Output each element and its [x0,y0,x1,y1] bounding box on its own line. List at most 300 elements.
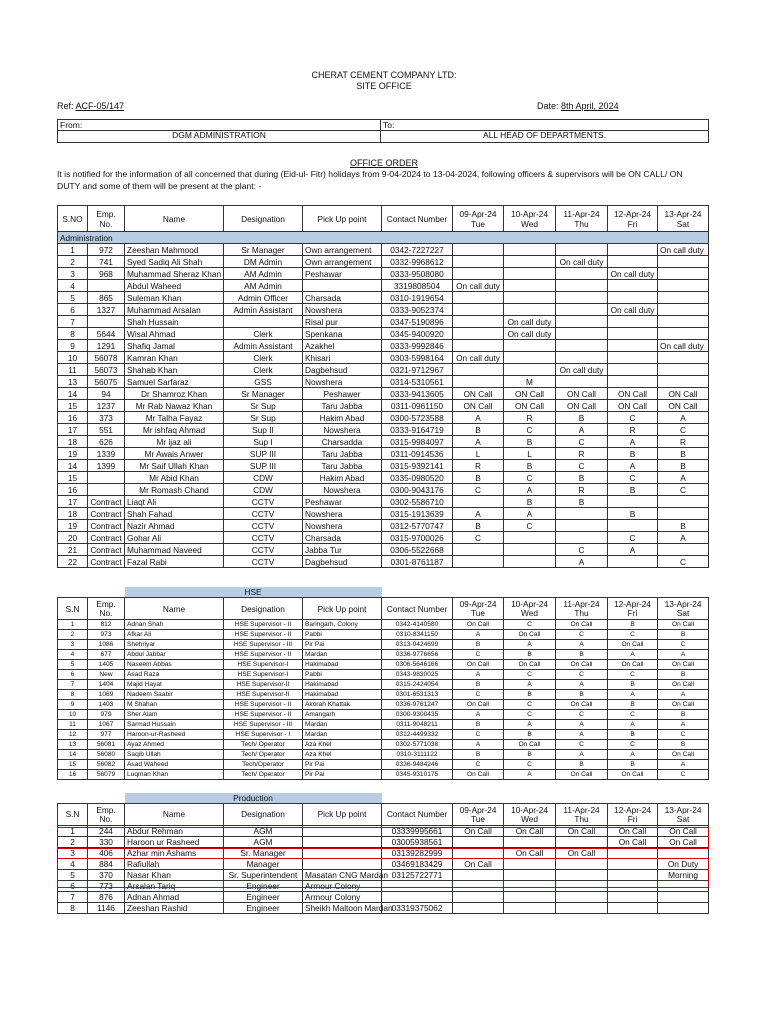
table-cell: C [504,620,556,630]
table-cell: On Call [608,826,658,837]
table-cell: AGM [224,837,303,848]
table-cell: Wisal Ahmad [125,328,224,340]
table-cell: B [608,700,658,710]
table-cell: Muhammad Naveed [125,544,224,556]
table-row [58,740,709,750]
section-label: Administration [58,232,709,244]
table-cell: Jabba Tur [303,544,382,556]
table-cell: Aza Khel [303,750,382,760]
table-cell: B [556,412,608,424]
table-cell: On Call [504,826,556,837]
table-row [58,660,709,670]
table-cell: 1405 [88,660,125,670]
table-cell: Mr Talha Fayaz [125,412,224,424]
table-cell: 0315-9392141 [382,460,453,472]
table-row [58,710,709,720]
table-cell: B [504,690,556,700]
ref-value: ACF-05/147 [75,101,125,111]
to-value: ALL HEAD OF DEPARTMENTS. [482,130,607,140]
table-cell: R [556,484,608,496]
table-row [58,304,709,316]
table-cell: 6 [58,670,88,680]
table-cell: 741 [88,256,125,268]
table-cell: Sr. Superintendent [224,870,303,881]
table-cell: 0314-5310561 [382,376,453,388]
table-cell: 1067 [88,720,125,730]
table-cell [608,280,658,292]
table-cell [453,903,504,914]
col-pickup: Pick Up point [303,804,382,826]
table-cell [88,316,125,328]
table-row [58,532,709,544]
table-cell: Risal pur [303,316,382,328]
table-row [58,544,709,556]
table-cell: Manager [224,859,303,870]
table-cell: A [453,436,504,448]
table-cell [382,892,453,903]
table-cell: C [504,472,556,484]
table-cell: 4 [58,280,88,292]
table-cell: C [453,484,504,496]
table-cell: Contract [88,532,125,544]
col-contact: Contact Number [382,598,453,620]
table-cell [556,244,608,256]
table-cell: Taru Jabba [303,460,382,472]
table-cell: A [608,544,658,556]
table-cell: 0336-9761247 [382,700,453,710]
table-cell: A [658,760,709,770]
table-cell: A [504,680,556,690]
table-cell: C [658,730,709,740]
table-cell: On Call [608,837,658,848]
table-cell: 244 [88,826,125,837]
table-cell [658,508,709,520]
table-cell: 12 [58,730,88,740]
table-cell: Hakimabad [303,680,382,690]
table-cell: On Call [556,826,608,837]
table-cell: 16 [58,412,88,424]
table-row [58,412,709,424]
table-cell: A [556,730,608,740]
table-cell: 0300-9043176 [382,484,453,496]
table-cell: CCTV [224,532,303,544]
table-cell: 1327 [88,304,125,316]
table-cell: 15 [58,760,88,770]
table-cell: HSE Supervisor - II [224,620,303,630]
table-cell: Pir Pai [303,760,382,770]
table-cell: Peshawar [303,496,382,508]
administration-table [57,205,709,568]
table-cell: Masatan CNG Mardan [303,870,382,881]
table-cell: On Call [504,630,556,640]
section-row-production [58,793,709,804]
table-cell: Engineer [224,903,303,914]
table-cell: Tech/ Operator [224,750,303,760]
table-cell: B [658,710,709,720]
table-cell [608,292,658,304]
table-cell: Aza Khel [303,740,382,750]
table-cell: B [608,620,658,630]
table-cell: HSE Supervisor - III [224,640,303,650]
table-cell [556,316,608,328]
table-cell: 0315-1913639 [382,508,453,520]
table-cell: Amangarh [303,710,382,720]
table-cell: 9 [58,700,88,710]
col-emp-no: Emp. No. [88,804,125,826]
table-row [58,640,709,650]
col-sn: S.N [58,598,88,620]
table-cell: Peshawar [303,268,382,280]
table-cell: Abdur Rehman [125,826,224,837]
table-cell [658,304,709,316]
table-cell: Mr Saif Ullah Khan [125,460,224,472]
table-cell: On Call [556,700,608,710]
table-cell: A [658,690,709,700]
table-cell: 0300-5723588 [382,412,453,424]
table-cell [453,892,504,903]
table-cell: SUP III [224,460,303,472]
table-cell: Contract [88,508,125,520]
table-cell [504,352,556,364]
table-header-row [58,804,709,826]
table-cell: Abdul Jabbar [125,650,224,660]
table-cell: Afkar Ali [125,630,224,640]
table-cell: 1146 [88,903,125,914]
table-cell: R [453,460,504,472]
table-cell: On Call [556,660,608,670]
date-value: 8th April, 2024 [561,101,619,111]
table-cell: 9 [58,340,88,352]
table-cell [303,848,382,859]
table-cell: B [608,730,658,740]
table-cell: 677 [88,650,125,660]
table-row [58,376,709,388]
table-cell: A [608,460,658,472]
table-row [58,892,709,903]
table-cell: Admin Officer [224,292,303,304]
table-cell: 21 [58,544,88,556]
table-cell: A [504,770,556,780]
table-cell: HSE Supervisor - II [224,700,303,710]
table-cell: Rafiullah [125,859,224,870]
table-cell [504,256,556,268]
col-designation: Designation [224,206,303,232]
table-cell: 14 [58,460,88,472]
table-cell: 0301-6531313 [382,690,453,700]
table-cell [504,544,556,556]
table-cell [608,848,658,859]
table-cell: ON Call [504,388,556,400]
table-cell: Shehriyar [125,640,224,650]
table-cell: A [453,740,504,750]
table-cell: C [556,544,608,556]
office-name: SITE OFFICE [356,81,412,91]
table-cell: 14 [58,388,88,400]
table-cell: ON Call [556,400,608,412]
table-row [58,268,709,280]
table-cell: Sr Manager [224,388,303,400]
table-cell: 0303-5998164 [382,352,453,364]
table-cell: R [658,436,709,448]
table-cell: HSE Supervisor - II [224,650,303,660]
table-cell: 8 [58,690,88,700]
table-cell [658,544,709,556]
table-cell: 5 [58,292,88,304]
table-cell: Admin Assistant [224,340,303,352]
table-row [58,244,709,256]
table-cell: CCTV [224,556,303,568]
table-cell: B [504,730,556,740]
table-cell: 2 [58,256,88,268]
table-cell [556,508,608,520]
table-cell: 0321-9712967 [382,364,453,376]
table-cell: 0343-9830025 [382,670,453,680]
table-row [58,650,709,660]
table-cell: 0333-9052374 [382,304,453,316]
table-cell: 8 [58,328,88,340]
table-cell: 13 [58,740,88,750]
table-cell: 0315-9984097 [382,436,453,448]
table-row [58,388,709,400]
table-row [58,520,709,532]
table-cell: A [504,720,556,730]
table-cell: A [504,640,556,650]
table-cell: C [556,460,608,472]
table-cell: 1086 [88,640,125,650]
table-cell: On Call [608,770,658,780]
table-cell: Engineer [224,881,303,892]
table-cell: A [658,720,709,730]
table-cell: 03139282999 [382,848,453,859]
table-cell: A [658,412,709,424]
table-cell: 0306-5646166 [382,660,453,670]
order-text-line-1: It is notified for the information of all concerned that during (Eid-ul- Fitr) holidays from 9-04-2024 to 13-04-2024, following officers & supervisors will be ON CALL/ ON [57,169,683,179]
table-cell: Sr Manager [224,244,303,256]
table-cell: A [608,720,658,730]
table-cell: Adnan Ahmad [125,892,224,903]
table-cell: 0342-4140580 [382,620,453,630]
table-cell: 1237 [88,400,125,412]
table-cell: 0312-5770747 [382,520,453,532]
table-cell: HSE Supervisor - II [224,710,303,720]
table-cell: Contract [88,520,125,532]
table-cell: Zeeshan Rashid [125,903,224,914]
table-cell: A [453,412,504,424]
table-cell: B [453,424,504,436]
table-cell: L [504,448,556,460]
table-cell: 4 [58,859,88,870]
table-cell: B [504,460,556,472]
table-cell: A [608,750,658,760]
table-cell: Tech/ Operator [224,770,303,780]
table-cell [658,848,709,859]
table-cell [453,364,504,376]
table-cell: 3319808504 [382,280,453,292]
table-cell: Clerk [224,352,303,364]
table-cell: R [556,448,608,460]
table-cell: A [556,556,608,568]
table-cell: Azhar min Ashams [125,848,224,859]
table-cell: B [658,448,709,460]
table-cell: On Call [453,660,504,670]
table-cell: M [504,376,556,388]
table-cell: C [608,472,658,484]
table-row [58,496,709,508]
table-cell [608,364,658,376]
table-cell [556,520,608,532]
from-label: From: [60,120,83,130]
table-cell: 0315-9700026 [382,532,453,544]
table-cell: CCTV [224,520,303,532]
table-cell: Baringarh, Colony [303,620,382,630]
table-cell: Pabbi [303,670,382,680]
table-cell: 56079 [88,770,125,780]
table-cell: Khisari [303,352,382,364]
table-cell: Ayaz Ahmed [125,740,224,750]
table-cell: Kamran Khan [125,352,224,364]
table-cell [658,903,709,914]
table-cell: B [658,670,709,680]
table-row [58,508,709,520]
table-cell: On Call [658,837,709,848]
table-cell: 18 [58,436,88,448]
table-cell: B [608,484,658,496]
table-cell: 4 [58,650,88,660]
table-cell: On Call [658,826,709,837]
table-cell: ON Call [453,388,504,400]
table-cell: ON Call [608,388,658,400]
table-cell: Mr Abid Khan [125,472,224,484]
table-cell: AM Admin [224,268,303,280]
table-cell [658,496,709,508]
table-cell [453,376,504,388]
table-cell: Arsalan Tariq [125,881,224,892]
table-cell: Nowshera [303,424,382,436]
table-cell [453,848,504,859]
table-cell: CCTV [224,508,303,520]
table-cell: 0311-0914536 [382,448,453,460]
table-cell: Adnan Shah [125,620,224,630]
table-cell: CDW [224,484,303,496]
table-cell: 1403 [88,700,125,710]
table-cell: 0300-9300435 [382,710,453,720]
reference [57,101,124,111]
table-cell: B [556,496,608,508]
table-cell: C [608,670,658,680]
table-cell: Tech/ Operator [224,740,303,750]
table-cell: Armour Colony [303,881,382,892]
table-cell: B [658,740,709,750]
table-cell: 17 [58,424,88,436]
table-cell: On Call [658,620,709,630]
table-cell [556,532,608,544]
table-cell: A [556,720,608,730]
table-cell: On Call [608,640,658,650]
table-cell: 865 [88,292,125,304]
table-cell: ON Call [556,388,608,400]
table-cell: 0342-7227227 [382,244,453,256]
col-contact: Contact Number [382,206,453,232]
table-cell: On Call [658,700,709,710]
table-cell: C [453,650,504,660]
table-cell: 56080 [88,750,125,760]
table-cell: On Call [556,848,608,859]
table-cell: 56082 [88,760,125,770]
table-cell: ON Call [658,400,709,412]
section-row-hse [58,587,709,598]
table-cell [556,892,608,903]
table-cell [556,292,608,304]
table-cell: Taru Jabba [303,448,382,460]
table-cell: 551 [88,424,125,436]
table-cell: C [453,760,504,770]
table-cell: B [453,640,504,650]
table-cell [453,544,504,556]
table-row [58,848,709,859]
table-cell: 0310-8341150 [382,630,453,640]
highlight-box-1 [57,827,709,849]
table-cell: C [608,630,658,640]
table-cell: A [608,650,658,660]
table-cell: On call duty [556,364,608,376]
table-cell: HSE Supervisor-I [224,660,303,670]
table-cell: A [658,472,709,484]
col-day-4: 12-Apr-24 Fri [608,206,658,232]
table-cell: 11 [58,364,88,376]
table-cell: 22 [58,556,88,568]
table-cell: 972 [88,244,125,256]
table-cell: 03319375062 [382,903,453,914]
table-cell: Nowshera [303,484,382,496]
table-cell: M Shahan [125,700,224,710]
table-cell: 94 [88,388,125,400]
table-cell: HSE Supervisor - II [224,630,303,640]
table-cell: On Call [504,740,556,750]
table-cell: 3 [58,848,88,859]
table-cell [658,376,709,388]
col-sn: S.N [58,804,88,826]
table-cell: Liaqt Ali [125,496,224,508]
table-cell: 0306-5522668 [382,544,453,556]
table-cell [453,292,504,304]
table-cell: B [453,750,504,760]
table-cell: 11 [58,720,88,730]
table-row [58,630,709,640]
table-cell: B [453,680,504,690]
table-cell: Own arrangement [303,256,382,268]
table-cell: Abdul Waheed [125,280,224,292]
table-row [58,460,709,472]
table-cell: 0333-9508080 [382,268,453,280]
table-cell: A [504,508,556,520]
table-cell: Haroon ur Rasheed [125,837,224,848]
table-cell: Nowshera [303,376,382,388]
table-cell: HSE Supervisor-II [224,690,303,700]
table-cell: 56075 [88,376,125,388]
table-cell: 56081 [88,740,125,750]
table-row [58,472,709,484]
table-cell: Nazir Ahmad [125,520,224,532]
table-cell: Mr Rab Nawaz Khan [125,400,224,412]
table-cell: 03125722771 [382,870,453,881]
table-cell: C [608,412,658,424]
table-cell: 0333-9164719 [382,424,453,436]
table-cell: Spenkana [303,328,382,340]
from-value: DGM ADMINISTRATION [172,130,266,140]
table-cell: GSS [224,376,303,388]
table-cell: Pir Pai [303,640,382,650]
table-cell: 0312-4499332 [382,730,453,740]
